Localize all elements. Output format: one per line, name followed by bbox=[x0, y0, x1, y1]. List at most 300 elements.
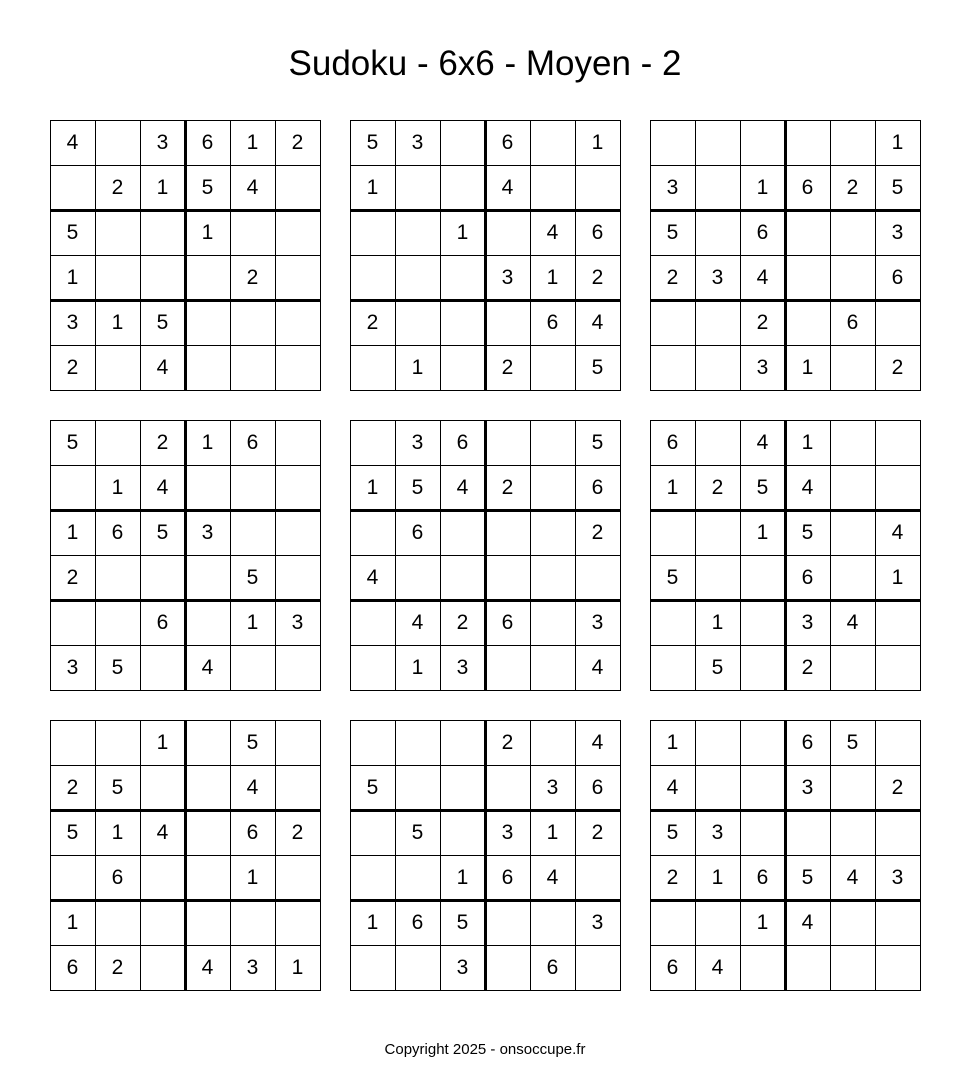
sudoku-cell: 2 bbox=[591, 521, 604, 544]
sudoku-cell[interactable] bbox=[875, 300, 920, 345]
sudoku-cell: 3 bbox=[411, 431, 424, 454]
sudoku-cell[interactable] bbox=[530, 510, 575, 555]
sudoku-cell[interactable] bbox=[830, 765, 875, 810]
sudoku-cell[interactable] bbox=[185, 555, 230, 600]
sudoku-cell[interactable] bbox=[530, 165, 575, 210]
grid-line bbox=[350, 390, 621, 391]
sudoku-cell[interactable] bbox=[230, 300, 275, 345]
sudoku-cell[interactable] bbox=[350, 510, 395, 555]
sudoku-cell: 3 bbox=[891, 221, 904, 244]
sudoku-cell[interactable] bbox=[95, 600, 140, 645]
sudoku-cell[interactable] bbox=[695, 165, 740, 210]
sudoku-cell[interactable] bbox=[440, 345, 485, 390]
sudoku-cell: 5 bbox=[201, 176, 214, 199]
sudoku-cell: 3 bbox=[66, 656, 79, 679]
sudoku-cell[interactable] bbox=[530, 465, 575, 510]
sudoku-cell: 4 bbox=[846, 866, 859, 889]
sudoku-cell[interactable] bbox=[830, 945, 875, 990]
sudoku-cell: 1 bbox=[411, 356, 424, 379]
sudoku-cell[interactable] bbox=[395, 255, 440, 300]
sudoku-grid-8 bbox=[350, 720, 620, 990]
sudoku-cell: 3 bbox=[501, 266, 514, 289]
sudoku-cell: 5 bbox=[246, 566, 259, 589]
sudoku-grid-3 bbox=[650, 120, 920, 390]
grid-line bbox=[50, 990, 321, 991]
sudoku-cell: 1 bbox=[546, 821, 559, 844]
sudoku-cell: 6 bbox=[546, 311, 559, 334]
sudoku-cell[interactable] bbox=[95, 420, 140, 465]
sudoku-cell[interactable] bbox=[875, 600, 920, 645]
sudoku-cell[interactable] bbox=[650, 120, 695, 165]
sudoku-cell: 1 bbox=[891, 566, 904, 589]
sudoku-cell[interactable] bbox=[95, 555, 140, 600]
sudoku-cell[interactable] bbox=[275, 510, 320, 555]
sudoku-cell[interactable] bbox=[95, 345, 140, 390]
sudoku-cell: 1 bbox=[201, 431, 214, 454]
sudoku-cell: 2 bbox=[156, 431, 169, 454]
sudoku-cell[interactable] bbox=[530, 720, 575, 765]
sudoku-grid-4 bbox=[50, 420, 320, 690]
sudoku-grid-7 bbox=[50, 720, 320, 990]
sudoku-cell[interactable] bbox=[50, 465, 95, 510]
sudoku-cell[interactable] bbox=[185, 465, 230, 510]
sudoku-cell: 6 bbox=[201, 131, 214, 154]
sudoku-cell[interactable] bbox=[140, 255, 185, 300]
sudoku-cell: 1 bbox=[66, 911, 79, 934]
sudoku-cell[interactable] bbox=[140, 555, 185, 600]
sudoku-cell: 3 bbox=[456, 656, 469, 679]
sudoku-cell[interactable] bbox=[695, 900, 740, 945]
sudoku-cell[interactable] bbox=[740, 765, 785, 810]
sudoku-cell: 6 bbox=[411, 911, 424, 934]
sudoku-cell: 4 bbox=[501, 176, 514, 199]
sudoku-cell[interactable] bbox=[95, 720, 140, 765]
sudoku-cell: 5 bbox=[591, 356, 604, 379]
sudoku-cell[interactable] bbox=[830, 510, 875, 555]
sudoku-cell[interactable] bbox=[530, 600, 575, 645]
sudoku-cell: 6 bbox=[411, 521, 424, 544]
sudoku-cell: 3 bbox=[591, 911, 604, 934]
sudoku-cell[interactable] bbox=[485, 210, 530, 255]
sudoku-cell: 4 bbox=[66, 131, 79, 154]
sudoku-cell[interactable] bbox=[695, 555, 740, 600]
sudoku-cell: 6 bbox=[501, 131, 514, 154]
grid-line bbox=[920, 120, 921, 391]
sudoku-cell: 5 bbox=[456, 911, 469, 934]
sudoku-cell: 5 bbox=[666, 821, 679, 844]
sudoku-cell[interactable] bbox=[185, 810, 230, 855]
sudoku-cell: 6 bbox=[501, 866, 514, 889]
sudoku-cell: 1 bbox=[891, 131, 904, 154]
sudoku-cell: 2 bbox=[366, 311, 379, 334]
sudoku-cell[interactable] bbox=[875, 465, 920, 510]
sudoku-cell[interactable] bbox=[275, 900, 320, 945]
sudoku-cell[interactable] bbox=[695, 120, 740, 165]
sudoku-cell: 5 bbox=[366, 131, 379, 154]
sudoku-cell[interactable] bbox=[275, 255, 320, 300]
sudoku-grid-2 bbox=[350, 120, 620, 390]
sudoku-cell[interactable] bbox=[875, 900, 920, 945]
sudoku-cell: 1 bbox=[246, 866, 259, 889]
sudoku-cell[interactable] bbox=[695, 345, 740, 390]
sudoku-cell: 5 bbox=[246, 731, 259, 754]
sudoku-cell: 1 bbox=[456, 866, 469, 889]
sudoku-cell[interactable] bbox=[740, 555, 785, 600]
sudoku-cell: 5 bbox=[411, 821, 424, 844]
sudoku-cell[interactable] bbox=[50, 855, 95, 900]
sudoku-cell[interactable] bbox=[530, 645, 575, 690]
sudoku-cell: 6 bbox=[591, 776, 604, 799]
sudoku-cell[interactable] bbox=[50, 720, 95, 765]
sudoku-cell: 1 bbox=[756, 911, 769, 934]
sudoku-cell: 5 bbox=[156, 521, 169, 544]
sudoku-cell[interactable] bbox=[695, 300, 740, 345]
sudoku-cell: 1 bbox=[801, 356, 814, 379]
grid-line bbox=[350, 690, 621, 691]
sudoku-cell[interactable] bbox=[275, 720, 320, 765]
sudoku-cell[interactable] bbox=[485, 420, 530, 465]
sudoku-cell: 4 bbox=[546, 866, 559, 889]
sudoku-cell[interactable] bbox=[350, 345, 395, 390]
sudoku-cell[interactable] bbox=[440, 810, 485, 855]
sudoku-cell[interactable] bbox=[350, 945, 395, 990]
sudoku-cell: 6 bbox=[756, 221, 769, 244]
sudoku-cell[interactable] bbox=[695, 420, 740, 465]
sudoku-cell[interactable] bbox=[350, 645, 395, 690]
sudoku-cell: 6 bbox=[111, 866, 124, 889]
sudoku-cell: 3 bbox=[291, 611, 304, 634]
sudoku-cell[interactable] bbox=[185, 255, 230, 300]
sudoku-cell[interactable] bbox=[395, 300, 440, 345]
sudoku-cell: 1 bbox=[711, 611, 724, 634]
sudoku-cell[interactable] bbox=[230, 210, 275, 255]
sudoku-cell[interactable] bbox=[350, 420, 395, 465]
sudoku-cell[interactable] bbox=[185, 765, 230, 810]
page-title: Sudoku - 6x6 - Moyen - 2 bbox=[288, 44, 682, 83]
sudoku-cell: 6 bbox=[546, 956, 559, 979]
sudoku-cell[interactable] bbox=[530, 420, 575, 465]
sudoku-cell[interactable] bbox=[395, 855, 440, 900]
sudoku-cell[interactable] bbox=[875, 810, 920, 855]
sudoku-cell: 4 bbox=[711, 956, 724, 979]
sudoku-cell: 2 bbox=[66, 776, 79, 799]
sudoku-cell: 2 bbox=[846, 176, 859, 199]
sudoku-cell: 4 bbox=[366, 566, 379, 589]
sudoku-cell[interactable] bbox=[395, 165, 440, 210]
sudoku-cell: 5 bbox=[366, 776, 379, 799]
sudoku-cell: 2 bbox=[501, 476, 514, 499]
sudoku-cell[interactable] bbox=[350, 810, 395, 855]
sudoku-cell[interactable] bbox=[50, 600, 95, 645]
sudoku-cell[interactable] bbox=[230, 645, 275, 690]
sudoku-cell[interactable] bbox=[140, 645, 185, 690]
sudoku-cell: 5 bbox=[666, 221, 679, 244]
sudoku-cell[interactable] bbox=[95, 255, 140, 300]
sudoku-cell[interactable] bbox=[785, 120, 830, 165]
sudoku-cell[interactable] bbox=[875, 720, 920, 765]
grid-line bbox=[920, 420, 921, 691]
sudoku-cell[interactable] bbox=[830, 810, 875, 855]
sudoku-cell[interactable] bbox=[185, 720, 230, 765]
sudoku-cell: 6 bbox=[591, 221, 604, 244]
sudoku-cell: 5 bbox=[891, 176, 904, 199]
sudoku-cell: 6 bbox=[801, 566, 814, 589]
sudoku-cell: 2 bbox=[456, 611, 469, 634]
sudoku-cell[interactable] bbox=[485, 510, 530, 555]
sudoku-cell[interactable] bbox=[350, 720, 395, 765]
sudoku-cell: 1 bbox=[366, 176, 379, 199]
sudoku-cell[interactable] bbox=[740, 645, 785, 690]
sudoku-cell: 3 bbox=[591, 611, 604, 634]
sudoku-cell[interactable] bbox=[230, 900, 275, 945]
sudoku-cell[interactable] bbox=[785, 255, 830, 300]
sudoku-cell[interactable] bbox=[350, 255, 395, 300]
sudoku-cell[interactable] bbox=[275, 555, 320, 600]
sudoku-cell[interactable] bbox=[830, 555, 875, 600]
sudoku-cell[interactable] bbox=[530, 120, 575, 165]
sudoku-cell[interactable] bbox=[440, 300, 485, 345]
sudoku-cell[interactable] bbox=[875, 645, 920, 690]
sudoku-cell: 4 bbox=[246, 176, 259, 199]
sudoku-cell[interactable] bbox=[185, 600, 230, 645]
sudoku-cell[interactable] bbox=[95, 900, 140, 945]
sudoku-cell[interactable] bbox=[275, 855, 320, 900]
sudoku-cell[interactable] bbox=[485, 555, 530, 600]
sudoku-cell: 3 bbox=[456, 956, 469, 979]
sudoku-cell: 6 bbox=[246, 821, 259, 844]
sudoku-cell[interactable] bbox=[830, 465, 875, 510]
sudoku-cell: 2 bbox=[501, 356, 514, 379]
sudoku-cell: 3 bbox=[201, 521, 214, 544]
sudoku-cell[interactable] bbox=[830, 120, 875, 165]
sudoku-cell[interactable] bbox=[185, 855, 230, 900]
sudoku-cell[interactable] bbox=[275, 765, 320, 810]
grid-line bbox=[650, 990, 921, 991]
sudoku-cell: 6 bbox=[456, 431, 469, 454]
sudoku-cell: 4 bbox=[201, 956, 214, 979]
sudoku-cell: 4 bbox=[156, 821, 169, 844]
sudoku-cell[interactable] bbox=[875, 945, 920, 990]
sudoku-cell: 4 bbox=[801, 911, 814, 934]
sudoku-cell: 2 bbox=[501, 731, 514, 754]
sudoku-cell[interactable] bbox=[440, 555, 485, 600]
sudoku-cell[interactable] bbox=[140, 765, 185, 810]
sudoku-cell[interactable] bbox=[440, 720, 485, 765]
sudoku-cell: 1 bbox=[411, 656, 424, 679]
sudoku-cell[interactable] bbox=[650, 300, 695, 345]
sudoku-cell[interactable] bbox=[650, 345, 695, 390]
sudoku-cell[interactable] bbox=[440, 120, 485, 165]
sudoku-cell: 1 bbox=[156, 731, 169, 754]
grid-line bbox=[350, 990, 621, 991]
sudoku-cell[interactable] bbox=[395, 720, 440, 765]
sudoku-grid-9 bbox=[650, 720, 920, 990]
sudoku-cell[interactable] bbox=[230, 465, 275, 510]
sudoku-cell[interactable] bbox=[140, 945, 185, 990]
sudoku-cell[interactable] bbox=[830, 345, 875, 390]
sudoku-cell: 1 bbox=[246, 131, 259, 154]
sudoku-cell[interactable] bbox=[350, 210, 395, 255]
sudoku-cell[interactable] bbox=[95, 120, 140, 165]
sudoku-cell: 5 bbox=[111, 656, 124, 679]
sudoku-cell[interactable] bbox=[650, 645, 695, 690]
sudoku-cell[interactable] bbox=[575, 555, 620, 600]
sudoku-cell[interactable] bbox=[830, 210, 875, 255]
sudoku-cell[interactable] bbox=[830, 645, 875, 690]
sudoku-cell: 2 bbox=[891, 356, 904, 379]
sudoku-cell[interactable] bbox=[485, 900, 530, 945]
copyright-footer: Copyright 2025 - onsoccupe.fr bbox=[384, 1041, 586, 1058]
sudoku-cell[interactable] bbox=[740, 810, 785, 855]
grid-line bbox=[920, 720, 921, 991]
sudoku-cell: 6 bbox=[891, 266, 904, 289]
grid-line bbox=[320, 720, 321, 991]
sudoku-cell: 4 bbox=[846, 611, 859, 634]
sudoku-cell[interactable] bbox=[740, 120, 785, 165]
sudoku-cell: 5 bbox=[591, 431, 604, 454]
sudoku-cell[interactable] bbox=[740, 600, 785, 645]
sudoku-cell[interactable] bbox=[485, 300, 530, 345]
grid-line bbox=[50, 390, 321, 391]
sudoku-cell: 3 bbox=[156, 131, 169, 154]
sudoku-cell: 6 bbox=[801, 176, 814, 199]
grid-line bbox=[620, 120, 621, 391]
sudoku-cell[interactable] bbox=[350, 855, 395, 900]
sudoku-cell[interactable] bbox=[830, 420, 875, 465]
sudoku-cell: 5 bbox=[801, 866, 814, 889]
sudoku-cell: 1 bbox=[201, 221, 214, 244]
sudoku-cell[interactable] bbox=[140, 855, 185, 900]
sudoku-cell[interactable] bbox=[530, 555, 575, 600]
sudoku-cell[interactable] bbox=[440, 255, 485, 300]
sudoku-cell: 4 bbox=[546, 221, 559, 244]
sudoku-cell[interactable] bbox=[440, 765, 485, 810]
sudoku-cell[interactable] bbox=[395, 555, 440, 600]
sudoku-cell[interactable] bbox=[275, 300, 320, 345]
sudoku-cell: 3 bbox=[756, 356, 769, 379]
sudoku-cell[interactable] bbox=[830, 900, 875, 945]
sudoku-cell: 5 bbox=[111, 776, 124, 799]
sudoku-cell[interactable] bbox=[185, 900, 230, 945]
sudoku-cell[interactable] bbox=[485, 645, 530, 690]
sudoku-cell: 1 bbox=[666, 476, 679, 499]
sudoku-cell: 2 bbox=[666, 266, 679, 289]
sudoku-cell[interactable] bbox=[185, 345, 230, 390]
sudoku-cell[interactable] bbox=[50, 165, 95, 210]
sudoku-cell: 4 bbox=[201, 656, 214, 679]
sudoku-cell[interactable] bbox=[275, 165, 320, 210]
sudoku-cell[interactable] bbox=[275, 210, 320, 255]
sudoku-cell[interactable] bbox=[695, 720, 740, 765]
sudoku-cell: 2 bbox=[891, 776, 904, 799]
sudoku-cell: 4 bbox=[756, 266, 769, 289]
sudoku-cell: 1 bbox=[66, 521, 79, 544]
sudoku-cell: 4 bbox=[591, 731, 604, 754]
sudoku-cell: 2 bbox=[66, 566, 79, 589]
sudoku-cell: 1 bbox=[456, 221, 469, 244]
grid-line bbox=[320, 120, 321, 391]
sudoku-cell[interactable] bbox=[785, 810, 830, 855]
sudoku-cell: 4 bbox=[456, 476, 469, 499]
sudoku-cell: 2 bbox=[591, 821, 604, 844]
sudoku-cell: 4 bbox=[891, 521, 904, 544]
sudoku-cell[interactable] bbox=[575, 855, 620, 900]
sudoku-cell: 2 bbox=[291, 131, 304, 154]
sudoku-cell: 3 bbox=[66, 311, 79, 334]
sudoku-cell: 5 bbox=[66, 431, 79, 454]
sudoku-cell[interactable] bbox=[275, 345, 320, 390]
sudoku-cell[interactable] bbox=[650, 510, 695, 555]
sudoku-cell[interactable] bbox=[485, 765, 530, 810]
sudoku-cell[interactable] bbox=[440, 510, 485, 555]
sudoku-cell: 6 bbox=[666, 956, 679, 979]
sudoku-cell[interactable] bbox=[185, 300, 230, 345]
sudoku-cell[interactable] bbox=[230, 345, 275, 390]
sudoku-cell: 2 bbox=[666, 866, 679, 889]
sudoku-cell[interactable] bbox=[575, 165, 620, 210]
sudoku-cell[interactable] bbox=[785, 300, 830, 345]
sudoku-cell[interactable] bbox=[395, 945, 440, 990]
sudoku-cell[interactable] bbox=[230, 510, 275, 555]
sudoku-cell[interactable] bbox=[740, 720, 785, 765]
sudoku-cell: 4 bbox=[591, 656, 604, 679]
sudoku-cell: 4 bbox=[411, 611, 424, 634]
sudoku-cell: 1 bbox=[111, 311, 124, 334]
sudoku-cell: 5 bbox=[846, 731, 859, 754]
sudoku-cell[interactable] bbox=[830, 255, 875, 300]
sudoku-cell: 5 bbox=[411, 476, 424, 499]
sudoku-cell[interactable] bbox=[650, 600, 695, 645]
sudoku-cell: 3 bbox=[666, 176, 679, 199]
sudoku-cell[interactable] bbox=[530, 900, 575, 945]
grid-line bbox=[650, 690, 921, 691]
sudoku-cell[interactable] bbox=[275, 465, 320, 510]
sudoku-cell: 4 bbox=[666, 776, 679, 799]
sudoku-cell: 2 bbox=[711, 476, 724, 499]
sudoku-cell[interactable] bbox=[875, 420, 920, 465]
sudoku-cell[interactable] bbox=[275, 645, 320, 690]
sudoku-cell: 6 bbox=[246, 431, 259, 454]
sudoku-cell[interactable] bbox=[575, 945, 620, 990]
sudoku-cell[interactable] bbox=[785, 210, 830, 255]
sudoku-cell: 4 bbox=[756, 431, 769, 454]
sudoku-cell[interactable] bbox=[785, 945, 830, 990]
sudoku-cell[interactable] bbox=[140, 900, 185, 945]
sudoku-cell[interactable] bbox=[695, 510, 740, 555]
sudoku-cell[interactable] bbox=[95, 210, 140, 255]
sudoku-cell: 2 bbox=[246, 266, 259, 289]
sudoku-cell[interactable] bbox=[530, 345, 575, 390]
sudoku-cell[interactable] bbox=[275, 420, 320, 465]
sudoku-cell[interactable] bbox=[695, 210, 740, 255]
sudoku-cell[interactable] bbox=[650, 900, 695, 945]
sudoku-cell: 1 bbox=[111, 476, 124, 499]
sudoku-cell: 3 bbox=[801, 611, 814, 634]
sudoku-cell[interactable] bbox=[395, 765, 440, 810]
sudoku-cell[interactable] bbox=[485, 945, 530, 990]
sudoku-cell: 3 bbox=[411, 131, 424, 154]
sudoku-cell[interactable] bbox=[350, 600, 395, 645]
sudoku-cell[interactable] bbox=[695, 765, 740, 810]
sudoku-cell[interactable] bbox=[140, 210, 185, 255]
sudoku-cell: 5 bbox=[801, 521, 814, 544]
sudoku-cell[interactable] bbox=[440, 165, 485, 210]
sudoku-cell: 1 bbox=[546, 266, 559, 289]
sudoku-cell[interactable] bbox=[740, 945, 785, 990]
sudoku-cell: 6 bbox=[591, 476, 604, 499]
grid-line bbox=[620, 420, 621, 691]
sudoku-cell[interactable] bbox=[395, 210, 440, 255]
